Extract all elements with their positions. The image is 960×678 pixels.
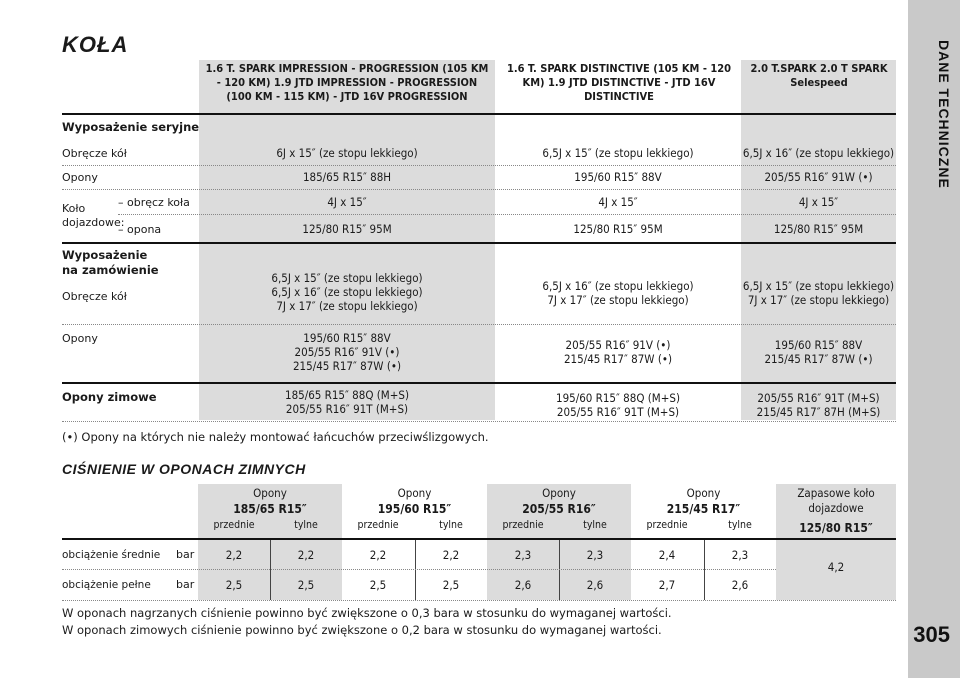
- medium-v5: 2,3: [514, 548, 532, 562]
- spare-rim-1: 4J x 15″: [327, 195, 367, 209]
- opt-tyres-1-line-3: 215/45 R17″ 87W (•): [292, 359, 402, 373]
- medium-v7: 2,4: [658, 548, 676, 562]
- row-label-full: obciążenie pełne: [62, 579, 151, 591]
- column-header-1: 1.6 T. SPARK IMPRESSION - PROGRESSION (105 KM - 120 KM) 1.9 JTD IMPRESSION - PROGRESSION (100 KM - 115 KM) - JTD 16V PROGRESSION: [205, 62, 489, 103]
- opt-tyres-1-line-1: 195/60 R15″ 88V: [303, 331, 391, 345]
- column-header-2: 1.6 T. SPARK DISTINCTIVE (105 KM - 120 KM) 1.9 JTD DISTINCTIVE - JTD 16V DISTINCTIVE: [506, 62, 732, 103]
- spare-tyre-2: 125/80 R15″ 95M: [573, 222, 663, 236]
- front-label-2: przednie: [357, 519, 399, 531]
- tyres-2: 195/60 R15″ 88V: [574, 170, 662, 184]
- header-rule: [62, 113, 896, 115]
- opt-tyres-2-line-1: 205/55 R16″ 91V (•): [565, 338, 671, 352]
- spare-pressure-value: 4,2: [827, 560, 845, 574]
- group-size-3: 205/55 R16″: [522, 502, 596, 516]
- tyres-3: 205/55 R16″ 91W (•): [764, 170, 873, 184]
- winter-3-line-1: 205/55 R16″ 91T (M+S): [757, 391, 880, 405]
- row-divider: [62, 324, 896, 325]
- label-spare-1: Koło: [62, 202, 86, 215]
- opt-tyres-3-line-2: 215/45 R17″ 87W (•): [764, 352, 873, 366]
- opt-rims-3-line-2: 7J x 17″ (ze stopu lekkiego): [747, 293, 890, 307]
- rear-label-1: tylne: [294, 519, 318, 531]
- label-spare-2: dojazdowe:: [62, 216, 125, 229]
- label-optional-2: na zamówienie: [62, 263, 159, 277]
- spare-label-1: Zapasowe koło: [797, 486, 875, 500]
- full-v6: 2,6: [586, 578, 604, 592]
- group-size-1: 185/65 R15″: [233, 502, 307, 516]
- group-size-4: 215/45 R17″: [666, 502, 741, 516]
- group-label-4: Opony: [686, 486, 721, 500]
- full-v3: 2,5: [369, 578, 387, 592]
- group-label-3: Opony: [542, 486, 576, 500]
- front-label-4: przednie: [646, 519, 688, 531]
- full-v4: 2,5: [442, 578, 460, 592]
- label-tyres: Opony: [62, 171, 98, 184]
- spare-tyre-1: 125/80 R15″ 95M: [302, 222, 392, 236]
- row-divider: [62, 165, 896, 166]
- row-label-medium: obciążenie średnie: [62, 549, 161, 561]
- label-rims: Obręcze kół: [62, 147, 127, 160]
- rear-label-3: tylne: [583, 519, 607, 531]
- pressure-note-winter: W oponach zimowych ciśnienie powinno być zwiększone o 0,2 bara w stosunku do wymaganej wartości.: [62, 623, 662, 637]
- row-divider: [118, 214, 896, 215]
- row-unit-full: bar: [176, 578, 195, 591]
- winter-2-line-2: 205/55 R16″ 91T (M+S): [556, 405, 680, 419]
- section-rule: [62, 242, 896, 244]
- rims-2: 6,5J x 15″ (ze stopu lekkiego): [542, 146, 694, 160]
- full-v5: 2,6: [514, 578, 532, 592]
- rims-3: 6,5J x 16″ (ze stopu lekkiego): [742, 146, 895, 160]
- rear-label-4: tylne: [728, 519, 752, 531]
- medium-v1: 2,2: [225, 548, 243, 562]
- front-label-3: przednie: [502, 519, 544, 531]
- group-label-2: Opony: [397, 486, 432, 500]
- opt-rims-1-line-1: 6,5J x 15″ (ze stopu lekkiego): [271, 271, 423, 285]
- full-v2: 2,5: [297, 578, 315, 592]
- medium-v2: 2,2: [297, 548, 315, 562]
- label-standard: Wyposażenie seryjne: [62, 120, 200, 134]
- medium-v3: 2,2: [369, 548, 387, 562]
- medium-v6: 2,3: [586, 548, 604, 562]
- spare-rim-3: 4J x 15″: [798, 195, 839, 209]
- group-size-2: 195/60 R15″: [377, 502, 452, 516]
- spare-size: 125/80 R15″: [799, 521, 873, 535]
- full-v8: 2,6: [731, 578, 749, 592]
- winter-1-line-2: 205/55 R16″ 91T (M+S): [285, 402, 409, 416]
- full-v7: 2,7: [658, 578, 676, 592]
- spare-label-2: dojazdowe: [808, 501, 864, 515]
- full-v1: 2,5: [225, 578, 243, 592]
- winter-3-line-2: 215/45 R17″ 87H (M+S): [756, 405, 881, 419]
- rear-label-2: tylne: [439, 519, 463, 531]
- medium-v4: 2,2: [442, 548, 460, 562]
- wheels-footnote: (•) Opony na których nie należy montować łańcuchów przeciwślizgowych.: [62, 430, 489, 444]
- page-title: KOŁA: [62, 32, 129, 57]
- rims-1: 6J x 15″ (ze stopu lekkiego): [276, 146, 418, 160]
- column-header-3: 2.0 T.SPARK 2.0 T SPARK Selespeed: [750, 62, 888, 89]
- row-divider: [62, 569, 776, 570]
- pressure-bottom-rule: [62, 600, 896, 601]
- opt-rims-3-line-1: 6,5J x 15″ (ze stopu lekkiego): [742, 279, 895, 293]
- label-opt-tyres: Opony: [62, 332, 98, 345]
- label-optional-1: Wyposażenie: [62, 248, 148, 262]
- side-tab: [908, 0, 960, 678]
- label-spare-rim: – obręcz koła: [118, 196, 190, 209]
- front-label-1: przednie: [213, 519, 255, 531]
- pressure-header-rule: [62, 538, 896, 540]
- opt-tyres-3-line-1: 195/60 R15″ 88V: [774, 338, 863, 352]
- table-bottom-rule: [62, 421, 896, 422]
- opt-rims-2-line-1: 6,5J x 16″ (ze stopu lekkiego): [542, 279, 694, 293]
- pressure-title: CIŚNIENIE W OPONACH ZIMNYCH: [62, 461, 306, 477]
- opt-rims-1-line-2: 6,5J x 16″ (ze stopu lekkiego): [271, 285, 423, 299]
- label-spare-tyre: – opona: [118, 223, 162, 236]
- winter-1-line-1: 185/65 R15″ 88Q (M+S): [284, 388, 409, 402]
- tyres-1: 185/65 R15″ 88H: [302, 170, 392, 184]
- row-unit-medium: bar: [176, 548, 195, 561]
- section-rule: [62, 382, 896, 384]
- pressure-note-hot: W oponach nagrzanych ciśnienie powinno być zwiększone o 0,3 bara w stosunku do wymaganej wartości.: [62, 606, 672, 620]
- opt-tyres-2-line-2: 215/45 R17″ 87W (•): [563, 352, 673, 366]
- row-divider: [62, 189, 896, 190]
- label-winter: Opony zimowe: [62, 390, 157, 404]
- section-side-title: DANE TECHNICZNE: [936, 40, 952, 189]
- spare-rim-2: 4J x 15″: [598, 195, 638, 209]
- opt-tyres-1-line-2: 205/55 R16″ 91V (•): [294, 345, 400, 359]
- label-opt-rims: Obręcze kół: [62, 290, 127, 303]
- opt-rims-1-line-3: 7J x 17″ (ze stopu lekkiego): [276, 299, 418, 313]
- spare-tyre-3: 125/80 R15″ 95M: [773, 222, 864, 236]
- group-label-1: Opony: [253, 486, 287, 500]
- medium-v8: 2,3: [731, 548, 749, 562]
- winter-2-line-1: 195/60 R15″ 88Q (M+S): [555, 391, 680, 405]
- page-number: 305: [913, 622, 950, 647]
- opt-rims-2-line-2: 7J x 17″ (ze stopu lekkiego): [547, 293, 689, 307]
